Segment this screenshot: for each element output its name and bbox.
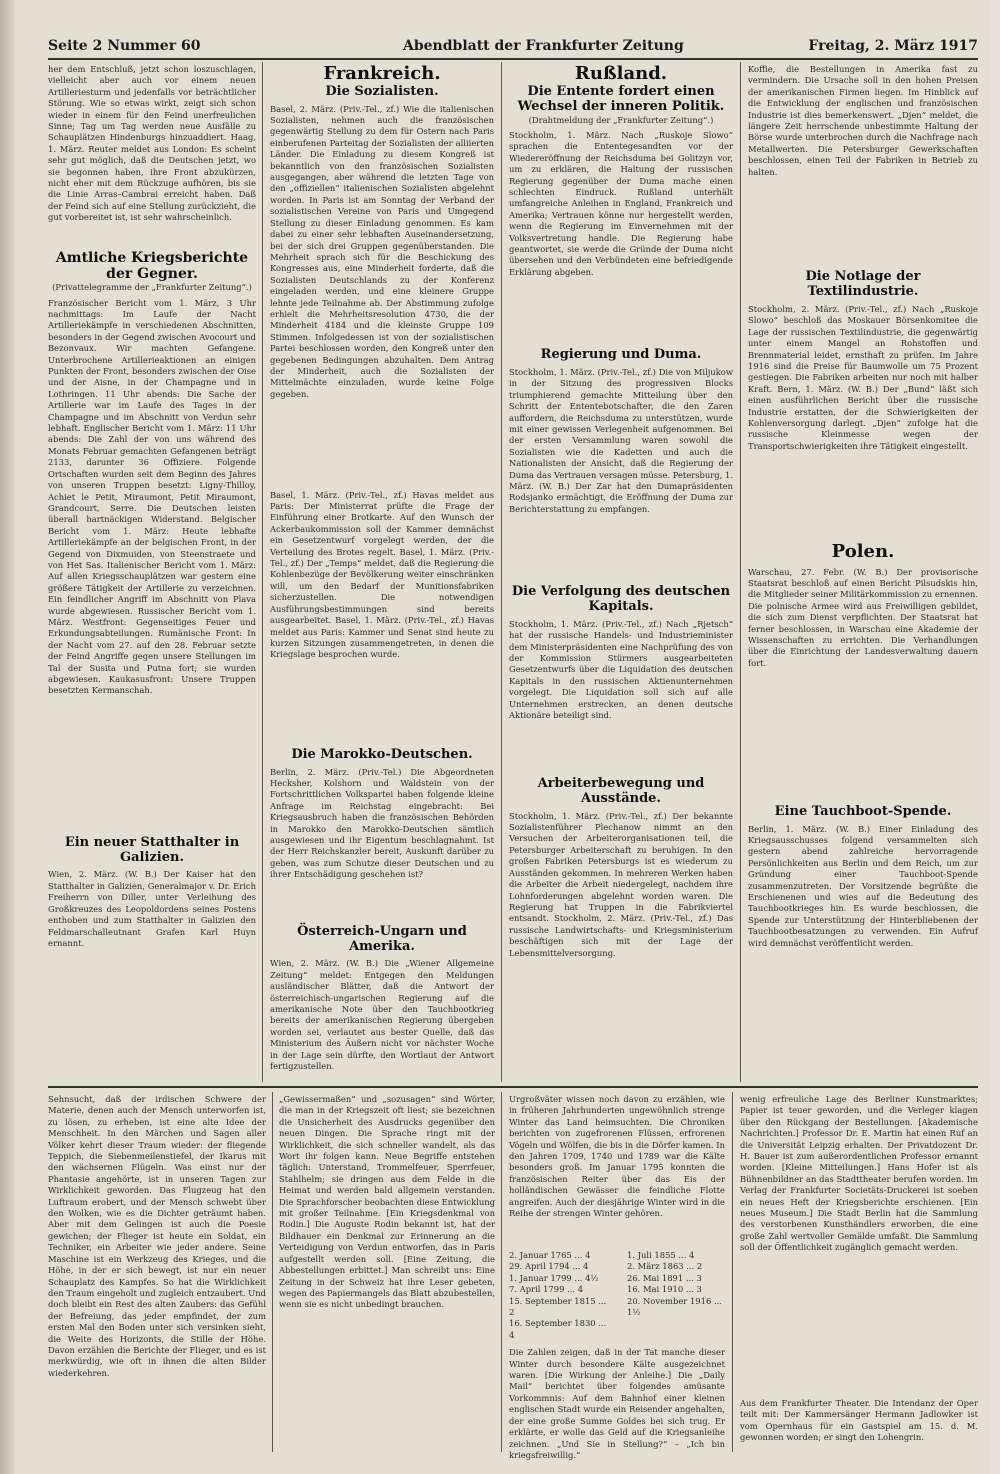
column-rule [732, 1092, 733, 1452]
newspaper-title: Abendblatt der Frankfurter Zeitung [403, 38, 684, 54]
article-heading: Die Entente fordert einen Wechsel der inneren Politik. [517, 83, 725, 114]
table-cell: 7. April 1799 ... 4 [509, 1284, 584, 1295]
article-text: Berlin, 1. März. (W. B.) Einer Einladung des Kriegsausschusses folgend versammelten sich gestern abend zahlreiche hervorragende Persönlichkeiten aus Berlin und dem Reich, um zur Gründung einer Tauchboot-Spende zusammenzutreten. Der Vorsitzende begrüßte die Erschienenen und wies auf die Bedeutung des Tauchbootkrieges hin. Es wurde beschlossen, die Spende zur Unterstützung der Hinterbliebenen der Tauchbootbesatzungen zu verwenden. Ein Aufruf wird demnächst veröffentlicht werden. [748, 823, 978, 948]
feuilleton-column-2 [279, 1094, 495, 1444]
article-text: Basel, 1. März. (Priv.-Tel., zf.) Havas meldet aus Paris: Der Ministerrat prüfte die Frage der Einführung einer Brotkarte. Auf den Wunsch der Ackerbaukommission soll der Kammer demnächst ein Gesetzentwurf vorgelegt werden, der die Verteilung des Brotes regelt. Basel, 1. März. (Priv.-Tel., zf.) Der „Temps“ meldet, daß die Regierung die Kohlenbezüge der Bevölkerung weiter einschränken will, um den Bedarf der Munitionsfabriken sicherzustellen. Die notwendigen Ausführungsbestimmungen sind bereits ausgearbeitet. Basel, 1. März. (Priv.-Tel., zf.) Havas meldet aus Paris: Kammer und Senat sind heute zu kurzen Sitzungen zusammengetreten, in denen die Kriegslage besprochen wurde. [270, 489, 494, 660]
feuilleton-text: Aus dem Frankfurter Theater. Die Intendanz der Oper teilt mit: Der Kammersänger Hermann Jadlowker ist vom Opernhaus für ein Gastspiel am 15. d. M. gewonnen worden; er singt den Lohengrin. [740, 1398, 978, 1443]
feuilleton-text: „Gewissermaßen“ und „sozusagen“ sind Wörter, die man in der Kriegszeit oft liest; sie bezeichnen die Unsicherheit des Ausdrucks gegenüber den neuen Dingen. Die Sprache ringt mit der Wirklichkeit, die sich schneller wandelt, als das Wort ihr folgen kann. Neue Begriffe entstehen täglich: Unterstand, Trommelfeuer, Sperrfeuer, Stahlhelm; sie dringen aus dem Felde in die Heimat und werden bald allgemein verstanden. Die Sprachforscher beobachten diese Entwicklung mit großer Teilnahme. [Ein Kriegsdenkmal von Rodin.] Die Auguste Rodin bekannt ist, hat der Bildhauer ein Denkmal zur Erinnerung an die Verteidigung von Verdun entworfen, das in Paris aufgestellt werden soll. [Eine Zeitung, die Abbestellungen erbittet.] Man schreibt uns: Eine Zeitung in der Schweiz hat ihre Leser gebeten, wegen des Papiermangels das Blatt abzubestellen, wenn sie es nicht unbedingt brauchen. [279, 1094, 495, 1310]
article-text: Basel, 2. März. (Priv.-Tel., zf.) Wie die italienischen Sozialisten, nehmen auch die französischen gegenwärtig Stellung zu dem für Ostern nach Paris einberufenen Parteitag der Sozialisten der alliierten Länder. Die Einladung zu diesem Kongreß ist bekanntlich von den französischen Sozialisten ausgegangen, aber während die letzten Tage von den „offiziellen“ italienischen Sozialisten abgelehnt worden. In Paris ist am Sonntag der Verband der sozialistischen Vereine von Paris und Umgegend Stellung zu dieser Einladung genommen. Es kam dabei zu einer sehr lebhaften Auseinandersetzung, bei der sich drei Gruppen gegenüberstanden. Die Mehrheit sprach sich für die Beschickung des Kongresses aus, eine Minderheit forderte, daß die Sozialisten Deutschlands zu der Konferenz eingeladen werden, und eine kleinere Gruppe lehnte jede Teilnahme ab. Der Abstimmung zufolge erhielt die Mehrheitsresolution 4730, die der Minderheit 4184 und die kleinste Gruppe 109 Stimmen. Infolgedessen ist von der sozialistischen Partei beschlossen worden, den Kongreß unter den gegebenen Bedingungen abzuhalten. Dem Antrag der Minderheit, auch die Sozialisten der Mittelmächte einzuladen, wurde keine Folge gegeben. [270, 103, 494, 399]
article-text: Stockholm, 2. März. (Priv.-Tel., zf.) Nach „Ruskoje Slowo“ beschloß das Moskauer Börsenkomitee die Lage der russischen Textilindustrie, die gegenwärtig unter einem Mangel an Rohstoffen und Brennmaterial leidet, ernsthaft zu prüfen. Im Jahre 1916 sind die Preise für Baumwolle um 75 Prozent gestiegen. Die Fabriken arbeiten nur noch mit halber Kraft. Bern, 1. März. (W. B.) Der „Bund“ läßt sich einen ausführlichen Bericht über die russische Industrie erstatten, der die Schwierigkeiten der Kohlenversorgung darlegt. „Djen“ zufolge hat die russische Kleinmesse wegen der Transportschwierigkeiten ihre Tätigkeit eingestellt. [748, 303, 978, 451]
article-text: Wien, 2. März. (W. B.) Die „Wiener Allgemeine Zeitung“ meldet: Entgegen den Meldungen ausländischer Blätter, daß die Antwort der österreichisch-ungarischen Regierung auf die amerikanische Note über den Tauchbootkrieg bereits der amerikanischen Regierung übergeben worden sei, verlautet aus bester Quelle, daß das Ministerium des Äußern nicht vor nächster Woche in der Lage sein dürfte, den Wortlaut der Antwort fertigzustellen. [270, 958, 494, 1072]
article-heading: Eine Tauchboot-Spende. [774, 803, 952, 819]
table-cell: 1. Januar 1799 ... 4½ [509, 1272, 599, 1283]
article-heading: Die Marokko-Deutschen. [291, 746, 473, 762]
feuilleton-column-4 [740, 1094, 978, 1443]
article-heading: Amtliche Kriegsberichte der Gegner. [55, 250, 249, 283]
article-text: Stockholm, 1. März. (Priv.-Tel., zf.) Der bekannte Sozialistenführer Plechanow nimmt an den Versuchen der Arbeiterorganisationen teil, die Petersburger Arbeiterschaft zu beruhigen. In den großen Fabriken Petersburgs ist es wiederum zu Ausständen gekommen. In mehreren Werken haben die Arbeiter die Arbeit niedergelegt, nachdem ihre Lohnforderungen abgelehnt worden waren. Die Regierung hat Truppen in die Fabrikviertel entsandt. Stockholm, 2. März. (Priv.-Tel., zf.) Das russische Landwirtschafts- und Kriegsministerium beschäftigen sich mit der Lage der Lebensmittelversorgung. [509, 810, 733, 958]
section-heading: Rußland. [574, 63, 668, 84]
article-heading: Die Sozialisten. [325, 83, 439, 99]
column-rule [740, 62, 741, 1082]
article-heading: Die Notlage der Textilindustrie. [805, 269, 921, 299]
feuilleton-text: Sehnsucht, daß der irdischen Schwere der Materie, denen auch der Mensch unterworfen ist, zu lösen, zu erheben, ist eine alte Idee der Menschheit. In den Märchen und Sagen aller Völker kehrt dieser Traum wieder: der fliegende Teppich, die Siebenmeilenstiefel, der Ikarus mit den wächsernen Flügeln. Was einst nur der Phantasie angehörte, ist in unseren Tagen zur Wirklichkeit geworden. Das Flugzeug hat den Luftraum erobert, und der Mensch schwebt über den Wolken, wie es die Dichter geträumt haben. Aber mit dem Gelingen ist auch die Poesie gewichen; der Flieger ist heute ein Soldat, ein Techniker, ein Arbeiter wie jeder andere. Seine Maschine ist ein Werkzeug des Krieges, und die Höhe, in der er sich bewegt, ist nur ein neuer Schauplatz des Kampfes. So hat die Wirklichkeit den Traum eingeholt und zugleich entzaubert. Und doch bleibt ein Rest des alten Zaubers: das Gefühl der Befreiung, das jeder empfindet, der zum ersten Mal den Boden unter sich versinken sieht, die Weite des Horizonts, die Stille der Höhe. Davon erzählen die Berichte der Flieger, und es ist merkwürdig, wie oft in ihnen die alten Bilder wiederkehren. [48, 1094, 266, 1378]
table-cell: 20. November 1916 ... 1½ [627, 1295, 722, 1318]
article-subheading: (Drahtmeldung der „Frankfurter Zeitung“.) [528, 114, 714, 125]
feuilleton-text: Die Zahlen zeigen, daß in der Tat manche dieser Winter durch besondere Kälte ausgezeichnet waren. [Die Wirkung der Anleihe.] Die „Daily Mail“ berichtet über folgendes amüsante Vorkommnis: Auf dem Bahnhof einer kleinen englischen Stadt wurde ein Reisender angehalten, der eine große Summe Goldes bei sich trug. Er erklärte, er wolle das Geld auf die Kriegsanleihe zeichnen. „Und Sie in Stellung?“ – „Ich bin kriegsfreiwillig.“ [509, 1347, 725, 1460]
column-4 [748, 64, 978, 1024]
article-text: Stockholm, 1. März. (Priv.-Tel., zf.) Die von Miljukow in der Sitzung des progressiven Blocks triumphierend gemachte Mitteilung über den Schritt der Ententebotschafter, die den Zaren auffordern, die Reichsduma zu unterstützen, wurde mit einer gewissen Verlegenheit aufgenommen. Bei der ersten Versammlung waren sowohl die Sozialisten wie die Kadetten und auch die Nationalisten der Ansicht, daß die Regierung der Duma das Vertrauen versagen müsse. Petersburg, 1. März. (W. B.) Der Zar hat den Dumapräsidenten Rodsjanko ermächtigt, die Eröffnung der Duma zur Berichterstattung zu empfangen. [509, 366, 733, 514]
column-2 [270, 63, 494, 1072]
article-heading: Arbeiterbewegung und Ausstände. [537, 775, 705, 806]
column-rule [272, 1092, 273, 1452]
table-cell: 1. Juli 1855 ... 4 [627, 1250, 695, 1260]
newspaper-page [14, 0, 990, 1474]
issue-date: Freitag, 2. März 1917 [808, 38, 978, 54]
article-subheading: (Privattelegramme der „Frankfurter Zeitung“.) [52, 282, 252, 293]
feuilleton-column-3 [509, 1094, 725, 1467]
column-rule [262, 62, 263, 1082]
column-rule [501, 1092, 502, 1452]
article-text: Wien, 2. März. (W. B.) Der Kaiser hat den Statthalter in Galizien, Generalmajor v. Dr. Erich Freiherrn von Diller, unter Verleihung des Großkreuzes des Leopoldordens seines Postens enthoben und zum Statthalter in Galizien den Feldmarschalleutnant Grafen Karl Huyn ernannt. [48, 869, 256, 948]
article-heading: Die Verfolgung des deutschen Kapitals. [511, 583, 731, 614]
table-cell: 2. März 1863 ... 2 [627, 1261, 703, 1272]
temperature-table [509, 1250, 725, 1341]
article-text: Warschau, 27. Febr. (W. B.) Der provisorische Staatsrat beschloß auf einen Bericht Pilsudskis hin, die Mitglieder seiner Militärkommission zu ernennen. Die polnische Armee wird aus Freiwilligen gebildet, die sich zum Dienst verpflichten. Der Staatsrat hat ferner beschlossen, in Warschau eine Akademie der Wissenschaften zu errichten. Die Verhandlungen über die Einrichtung der Landesverwaltung dauern fort. [748, 566, 978, 668]
article-text: her dem Entschluß, jetzt schon loszuschlagen, vielleicht aber auch vor einem neuen Artilleriesturm und jedenfalls vor beträchtlicher Störung. Wie so etwas wirkt, zeigt sich schon wieder in einem für den Feind unerfreulichen Sinne; Tag um Tag werden neue Ausfälle zu Schauplätzen Hindenburgs hinzuaddiert. Haag, 1. März. Reuter meldet aus London: Es scheint sehr gut möglich, daß die Deutschen jetzt, wo sie begonnen haben, ihre Front abzukürzen, nicht eher mit dem Rückzuge aufhören, bis sie die Linie Arras–Cambrai erreicht haben. Daß der Feind sich auf eine Stellung zurückzieht, die gut vorbereitet ist, ist sehr wahrscheinlich. [48, 64, 256, 223]
page-number: Seite 2 Nummer 60 [48, 38, 201, 54]
table-cell [627, 1318, 725, 1341]
article-text: Französischer Bericht vom 1. März, 3 Uhr nachmittags: Im Laufe der Nacht Artilleriekämpfe in verschiedenen Abschnitten, besonders in der Gegend zwischen Avocourt und Bezonvaux. Wir machten Gefangene. Unterbrochene Artillerieaktionen an einigen Punkten der Front, besonders zwischen der Oise und der Aisne, in der Champagne und in Lothringen. 11 Uhr abends: Die Sache der Artillerie war im Laufe des Tages in der Champagne und im Abschnitt von Verdun sehr lebhaft. Englischer Bericht vom 1. März: 11 Uhr abends: Die Zahl der von uns während des Monats Februar gemachten Gefangenen beträgt 2133, darunter 36 Offiziere. Folgende Ortschaften wurden seit dem Beginn des Jahres von unseren Truppen besetzt: Ligny-Thilloy, Achiet le Petit, Miraumont, Petit Miraumont, Grandcourt, Serre. Die Deutschen leisten überall hartnäckigen Widerstand. Belgischer Bericht vom 1. März: Heute lebhafte Artilleriekämpfe an der belgischen Front, in der Gegend von Dixmuiden, von Steenstraete und von Het Sas. Italienischer Bericht vom 1. März: Auf allen Kriegsschauplätzen war gestern eine größere Tätigkeit der Artillerie zu verzeichnen. Ein feindlicher Angriff im Abschnitt von Plava wurde abgewiesen. Russischer Bericht vom 1. März. Westfront: Gegenseitiges Feuer und Erkundungsabteilungen. Rumänische Front: In der Nacht vom 27. auf den 28. Februar setzte der Feind Angriffe gegen unsere Stellungen im Tal der Susita und Putna fort; sie wurden abgewiesen. Kaukasusfront: Unsere Truppen besetzten Kermanschah. [48, 297, 256, 696]
table-cell: 16. Mai 1910 ... 3 [627, 1284, 702, 1295]
article-text: Stockholm, 1. März. (Priv.-Tel., zf.) Nach „Rjetsch“ hat der russische Handels- und Industrieminister dem Ministerpräsidenten eine Nachprüfung des von der Kommission Stürmers ausgearbeiteten Gesetzentwurfs über die Liquidation des deutschen Kapitals in den russischen Aktienunternehmen vorgelegt. Die Liquidation soll sich auf alle Unternehmen erstrecken, an denen deutsche Aktionäre beteiligt sind. [509, 618, 733, 721]
article-text: Stockholm, 1. März. Nach „Ruskoje Slowo“ sprachen die Ententegesandten vor der Wiedereröffnung der Reichsduma bei Golitzyn vor, um zu erklären, die Haltung der russischen Regierung gegenüber der Duma mache einen schlechten Eindruck. Rußland unterhält umfangreiche Anleihen in England, Frankreich und Amerika; Vertrauen könne nur hergestellt werden, wenn die Regierung im Einvernehmen mit der Volksvertretung handle. Die Regierung habe geantwortet, sie werde die Gründe der Duma nicht übersehen und den Verbündeten eine befriedigende Erklärung abgeben. [509, 129, 733, 277]
feuilleton-column-1 [48, 1094, 266, 1444]
binding-edge [0, 0, 14, 1474]
table-cell: 29. April 1794 ... 4 [509, 1261, 589, 1272]
section-heading: Frankreich. [323, 63, 441, 84]
masthead [48, 36, 978, 60]
section-heading: Polen. [831, 540, 895, 562]
feuilleton-rule [48, 1086, 978, 1088]
article-text: Berlin, 2. März. (Priv.-Tel.) Die Abgeordneten Hecksher, Kolshorn und Waldstein von der Fortschrittlichen Volkspartei haben folgende kleine Anfrage im Reichstag eingebracht: Bei Kriegsausbruch haben die französischen Behörden in Marokko den Marokko-Deutschen sämtlich ausgewiesen und ihr Eigentum beschlagnahmt. Ist der Herr Reichskanzler bereit, Auskunft darüber zu geben, was zum Schutze dieser Deutschen und zu ihrer Entschädigung geschehen ist? [270, 766, 494, 880]
column-rule [501, 62, 502, 1082]
article-heading: Regierung und Duma. [540, 346, 702, 362]
feuilleton-text: Urgroßväter wissen noch davon zu erzählen, wie in früheren Jahrhunderten ungewöhnlich strenge Winter das Land heimsuchten. Die Chroniken berichten von zugefrorenen Flüssen, erfrorenen Vögeln und Wölfen, die bis in die Dörfer kamen. In den Jahren 1709, 1740 und 1789 war die Kälte besonders groß. Im Januar 1795 konnten die französischen Reiter über das Eis der holländischen Gewässer die feindliche Flotte angreifen. Auch der diesjährige Winter wird in die Reihe der strengen Winter gehören. [509, 1094, 725, 1219]
table-cell: 16. September 1830 ... 4 [509, 1318, 607, 1340]
table-cell: 2. Januar 1765 ... 4 [509, 1250, 591, 1260]
article-heading: Österreich-Ungarn und Amerika. [297, 923, 467, 954]
column-3 [509, 64, 733, 1011]
table-cell: 26. Mai 1891 ... 3 [627, 1272, 702, 1283]
table-cell: 15. September 1815 ... 2 [509, 1295, 607, 1318]
column-1 [48, 64, 256, 1019]
article-heading: Ein neuer Statthalter in Galizien. [64, 834, 240, 865]
article-text: Koffie, die Bestellungen in Amerika fast zu vermindern. Die Ursache soll in den hohen Preisen der amerikanischen Firmen liegen. Im Hinblick auf die Entwicklung der englischen und französischen Industrie ist dies bemerkenswert. „Djen“ meldet, die längere Zeit herrschende unbestimmte Haltung der Börse wurde unterbrochen durch die Nachfrage nach Metallwerten. Die Petersburger Gewerkschaften beschlossen, einen Teil der Fabriken in Betrieb zu halten. [748, 64, 978, 177]
feuilleton-text: wenig erfreuliche Lage des Berliner Kunstmarktes; Papier ist teuer geworden, und die Verleger klagen über den Rückgang der Bestellungen. [Akademische Nachrichten.] Professor Dr. E. Martin hat einen Ruf an die Universität Leipzig erhalten. Der Privatdozent Dr. H. Bauer ist zum außerordentlichen Professor ernannt worden. [Kleine Mitteilungen.] Hans Hofer ist als Bühnenbildner an das Stadttheater berufen worden. Im Verlag der Frankfurter Societäts-Druckerei ist soeben ein neues Heft der Kriegsberichte erschienen. [Ein neues Museum.] Die Stadt Berlin hat die Sammlung des verstorbenen Kunsthändlers erworben, die eine große Zahl wertvoller Gemälde umfaßt. Die Sammlung soll der Öffentlichkeit zugänglich gemacht werden. [740, 1094, 978, 1253]
